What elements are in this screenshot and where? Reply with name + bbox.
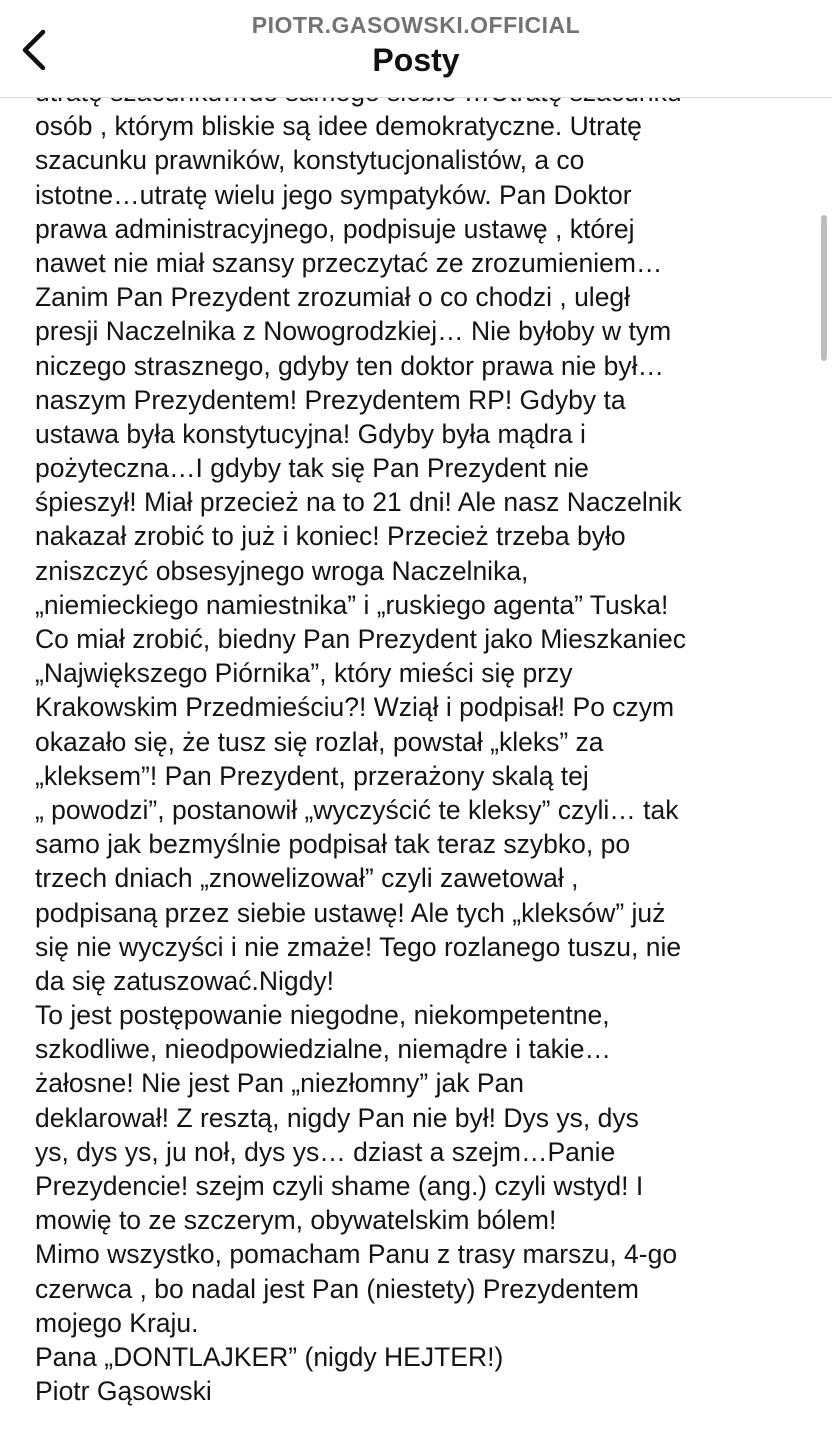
caption-line: trzech dniach „znowelizował” czyli zawetował , [35, 863, 579, 894]
scrollbar-thumb[interactable] [821, 215, 827, 361]
caption-line: czerwca , bo nadal jest Pan (niestety) Prezydentem [35, 1273, 639, 1304]
caption-line: pożyteczna…I gdyby tak się Pan Prezydent nie [35, 453, 589, 484]
caption-line: da się zatuszować.Nigdy! [35, 965, 335, 996]
caption-line: prawa administracyjnego, podpisuje ustawę , której [35, 213, 635, 244]
caption-line: nawet nie miał szansy przeczytać ze zrozumieniem… [35, 247, 663, 278]
caption-line: ys, dys ys, ju noł, dys ys… dziast a szejm…Panie [35, 1136, 616, 1167]
caption-line: podpisaną przez siebie ustawę! Ale tych „kleksów” już [35, 897, 666, 928]
caption-line: szacunku prawników, konstytucjonalistów, a co [35, 145, 585, 176]
caption-line: nakazał zrobić to już i koniec! Przecież trzeba było [35, 521, 626, 552]
caption-line: żałosne! Nie jest Pan „niezłomny” jak Pan [35, 1068, 525, 1099]
caption-line: okazało się, że tusz się rozlał, powstał „kleks” za [35, 726, 604, 757]
caption-line: „niemieckiego namiestnika” i „ruskiego agenta” Tuska! [35, 589, 669, 620]
page-title: Posty [372, 42, 460, 78]
caption-line: „kleksem”! Pan Prezydent, przerażony skalą tej [35, 760, 589, 791]
caption-line: Zanim Pan Prezydent zrozumiał o co chodzi , uległ [35, 282, 631, 313]
caption-line: istotne…utratę wielu jego sympatyków. Pan Doktor [35, 179, 632, 210]
caption-line: Piotr Gąsowski [35, 1376, 212, 1407]
caption-line: się nie wyczyści i nie zmaże! Tego rozlanego tuszu, nie [35, 931, 682, 962]
top-navigation-bar [0, 0, 832, 98]
caption-line: ustawa była konstytucyjna! Gdyby była mądra i [35, 418, 586, 449]
post-caption-area[interactable] [0, 97, 832, 1440]
caption-line: śpieszył! Miał przecież na to 21 dni! Ale nasz Naczelnik [35, 487, 682, 518]
caption-line: niczego strasznego, gdyby ten doktor prawa nie był… [35, 350, 664, 381]
caption-line: Mimo wszystko, pomacham Panu z trasy marszu, 4-go [35, 1239, 678, 1270]
caption-line: szkodliwe, nieodpowiedzialne, niemądre i takie… [35, 1034, 611, 1065]
caption-line: „ powodzi”, postanowił „wyczyścić te kleksy” czyli… tak [35, 794, 679, 825]
caption-line: „Największego Piórnika”, który mieści się przy [35, 658, 573, 689]
caption-line: naszym Prezydentem! Prezydentem RP! Gdyby ta [35, 384, 626, 415]
caption-line: zniszczyć obsesyjnego wroga Naczelnika, [35, 555, 529, 586]
account-username[interactable]: PIOTR.GASOWSKI.OFFICIAL [251, 12, 581, 38]
caption-line: Krakowskim Przedmieściu?! Wziął i podpisał! Po czym [35, 692, 675, 723]
caption-line: To jest postępowanie niegodne, niekompetentne, [35, 1000, 610, 1031]
caption-line: deklarował! Z resztą, nigdy Pan nie był! Dys ys, dys [35, 1102, 639, 1133]
caption-line: samo jak bezmyślnie podpisał tak teraz szybko, po [35, 829, 631, 860]
caption-line: mowię to ze szczerym, obywatelskim bólem! [35, 1205, 557, 1236]
caption-line: Pana „DONTLAJKER” (nigdy HEJTER!) [35, 1341, 504, 1372]
caption-line: mojego Kraju. [35, 1307, 199, 1338]
caption-line: presji Naczelnika z Nowogrodzkiej… Nie byłoby w tym [35, 316, 672, 347]
caption-line: Co miał zrobić, biedny Pan Prezydent jako Mieszkaniec [35, 624, 687, 654]
caption-line: osób , którym bliskie są idee demokratyczne. Utratę [35, 111, 642, 142]
post-caption-text [35, 75, 805, 1408]
caption-line: Prezydencie! szejm czyli shame (ang.) czyli wstyd! I [35, 1171, 644, 1201]
